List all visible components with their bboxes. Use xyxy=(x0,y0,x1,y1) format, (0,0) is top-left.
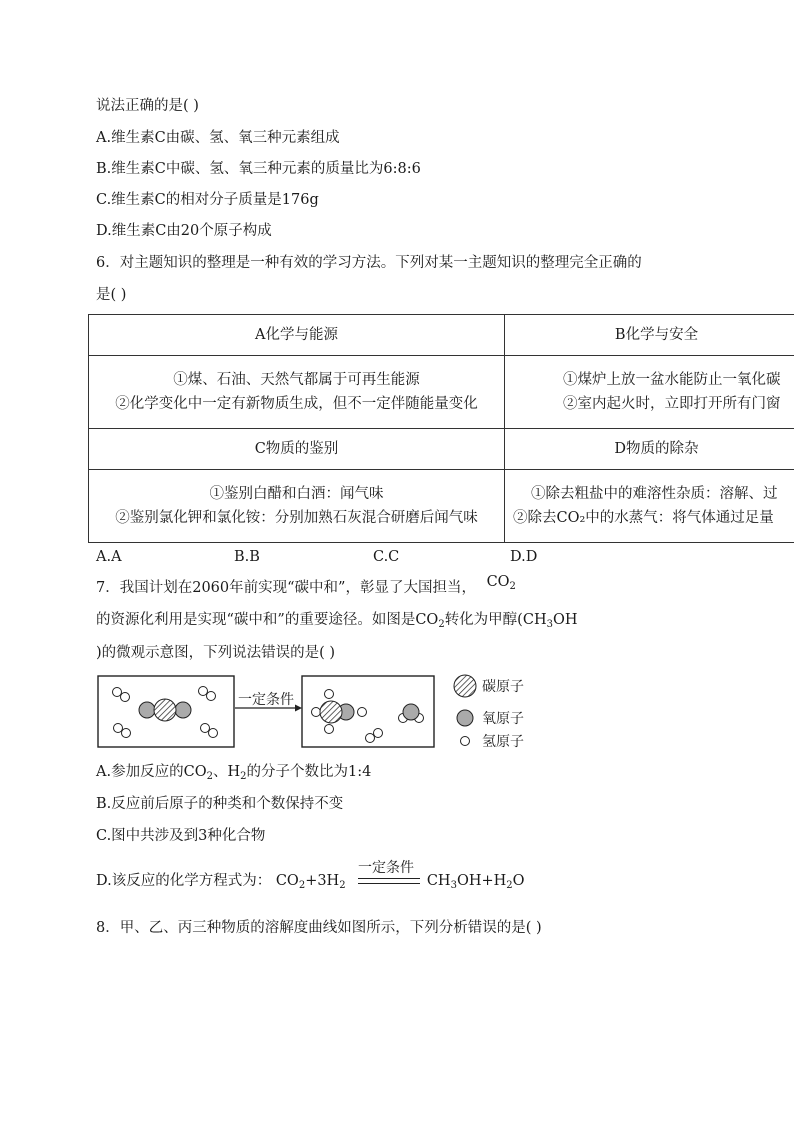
q7-option-d: D.该反应的化学方程式为： $CO_2+3H_2$ $CH_3OH+H_2O$ xyxy=(96,873,525,891)
water-molecule xyxy=(399,704,424,723)
a-item-1: ①煤、石油、天然气都属于可再生能源 xyxy=(173,372,420,388)
equation-condition: 一定条件 xyxy=(358,860,414,876)
legend xyxy=(454,675,476,746)
h2-molecule xyxy=(366,729,383,743)
methanol-molecule xyxy=(312,690,367,734)
c-item-2: ②鉴别氯化钾和氯化铵：分别加熟石灰混合研磨后闻气味 xyxy=(115,510,478,526)
q7-stem-line2: 的资源化利用是实现“碳中和”的重要途径。如图是$CO_2$转化为甲醇($CH_3OH$ xyxy=(96,612,578,630)
h2-molecule xyxy=(201,724,218,738)
q5-stem-tail: 说法正确的是( ) xyxy=(96,98,199,114)
q6-topic-table xyxy=(88,314,794,543)
oxygen-atom-icon xyxy=(457,710,473,726)
table-header-c: C物质的鉴别 xyxy=(89,429,505,470)
legend-carbon: 碳原子 xyxy=(482,679,524,695)
co2-molecule xyxy=(139,699,191,721)
q6-choice-a: A.A xyxy=(96,549,122,565)
q6-choices xyxy=(96,547,656,567)
q6-choice-b: B.B xyxy=(234,549,260,565)
d-item-1: ①除去粗盐中的难溶性杂质：溶解、过 xyxy=(531,486,778,502)
equation-equals-sign xyxy=(358,878,420,884)
d-item-2: ②除去CO₂中的水蒸气：将气体通过足量 xyxy=(513,510,774,526)
reaction-diagram xyxy=(96,672,546,752)
h2-molecule xyxy=(114,724,131,738)
q6-stem-line2: 是( ) xyxy=(96,287,127,303)
q5-option-b: B.维生素C中碳、氢、氧三种元素的质量比为6:8:6 xyxy=(96,161,421,177)
h2-molecule xyxy=(199,687,216,701)
q7-option-b: B.反应前后原子的种类和个数保持不变 xyxy=(96,796,344,812)
q8-stem: 8．甲、乙、丙三种物质的溶解度曲线如图所示，下列分析错误的是( ) xyxy=(96,920,542,936)
c-item-1: ①鉴别白醋和白酒：闻气味 xyxy=(209,486,384,502)
table-cell-b xyxy=(505,356,794,429)
table-cell-c xyxy=(89,470,505,543)
carbon-atom-icon xyxy=(454,675,476,697)
co2-formula: $CO_2$ xyxy=(486,574,516,592)
a-item-2: ②化学变化中一定有新物质生成，但不一定伴随能量变化 xyxy=(115,396,478,412)
q7-stem-line3: )的微观示意图，下列说法错误的是( ) xyxy=(96,645,336,661)
hydrogen-atom-icon xyxy=(461,737,470,746)
arrow-head-icon xyxy=(295,705,302,712)
q5-option-c: C.维生素C的相对分子质量是176g xyxy=(96,192,319,208)
legend-oxygen: 氧原子 xyxy=(482,711,524,727)
q6-choice-c: C.C xyxy=(373,549,400,565)
q6-choice-d: D.D xyxy=(510,549,538,565)
b-item-1: ①煤炉上放一盆水能防止一氧化碳 xyxy=(563,372,781,388)
arrow-condition: 一定条件 xyxy=(238,692,294,708)
table-cell-d xyxy=(505,470,794,543)
equation-left: $CO_2+3H_2$ xyxy=(275,873,346,891)
q5-option-a: A.维生素C由碳、氢、氧三种元素组成 xyxy=(96,130,340,146)
h2-molecule xyxy=(113,688,130,702)
q7-option-c: C.图中共涉及到3种化合物 xyxy=(96,828,266,844)
table-header-b: B化学与安全 xyxy=(505,315,794,356)
q5-option-d: D.维生素C由20个原子构成 xyxy=(96,223,272,239)
q7-stem-line1: 7．我国计划在2060年前实现“碳中和”，彰显了大国担当， $CO_2$ xyxy=(96,574,516,596)
legend-hydrogen: 氢原子 xyxy=(482,734,524,750)
q6-stem-line1: 6．对主题知识的整理是一种有效的学习方法。下列对某一主题知识的整理完全正确的 xyxy=(96,255,642,271)
q7-option-a: A.参加反应的$CO_2$、$H_2$的分子个数比为1:4 xyxy=(96,764,372,782)
table-cell-a xyxy=(89,356,505,429)
b-item-2: ②室内起火时，立即打开所有门窗 xyxy=(563,396,781,412)
table-header-a: A化学与能源 xyxy=(89,315,505,356)
equation-right: $CH_3OH+H_2O$ xyxy=(426,873,525,891)
table-header-d: D物质的除杂 xyxy=(505,429,794,470)
